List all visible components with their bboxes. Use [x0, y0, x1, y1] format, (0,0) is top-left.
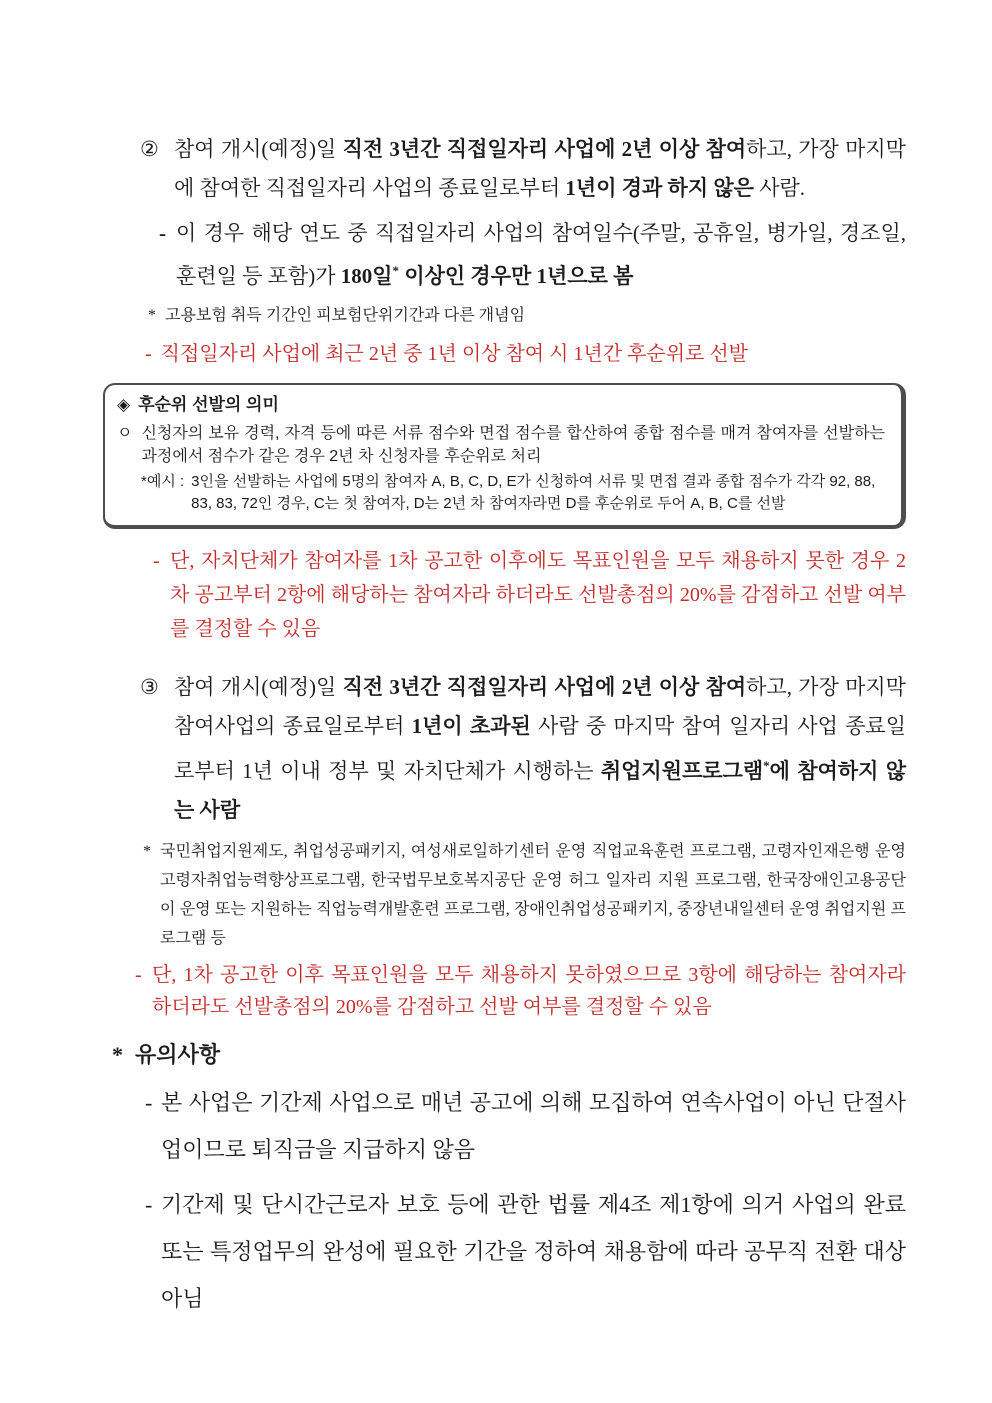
info-box-example [141, 471, 885, 515]
text-segment: 사람 중 마지막 참여 일자리 사업 종료일로부터 1년 이내 정부 및 자치단체가 시행하는 [174, 714, 907, 783]
clause-3-number: ③ [140, 675, 159, 699]
dash-bullet: - [145, 1192, 153, 1217]
text-segment: 참여 개시(예정)일 [174, 137, 343, 161]
clause-3-footnote [143, 837, 906, 953]
asterisk-marker: * [143, 843, 151, 860]
example-text: 3인을 선발하는 사업에 5명의 참여자 A, B, C, D, E가 신청하여 서류 및 면접 결과 종합 점수가 각각 92, 88, 83, 83, 72인 경우, C는 첫 참여자, D는 2년 차 참여자라면 D를 후순위로 두어 A, B, C를 선발 [191, 473, 876, 512]
text-segment: 직전 3년간 직접일자리 사업에 2년 이상 참여 [342, 137, 747, 161]
dash-bullet: - [145, 1090, 153, 1115]
clause-2-number: ② [140, 137, 159, 161]
circle-bullet: ㅇ [117, 425, 133, 442]
text-segment: 1년이 초과된 [411, 714, 531, 738]
text-segment: 하고, 가장 마지막 참여사업의 종료일로부터 [174, 675, 906, 738]
info-box-title: 후순위 선발의 의미 [138, 395, 279, 414]
priority-selection-info-box [103, 383, 906, 529]
asterisk-superscript: * [763, 758, 770, 773]
red-note-text: 직접일자리 사업에 최근 2년 중 1년 이상 참여 시 1년간 후순위로 선발 [160, 343, 748, 365]
dash-bullet: - [159, 221, 166, 245]
notes-header-text: 유의사항 [135, 1042, 221, 1067]
footnote-text: 고용보험 취득 기간인 피보험단위기간과 다른 개념임 [165, 307, 526, 324]
text-segment: 취업지원프로그램 [600, 759, 764, 783]
text-segment: 이 경우 해당 연도 중 직접일자리 사업의 참여일수(주말, 공휴일, 병가일, 경조일, 훈련일 등 포함)가 [176, 221, 906, 288]
asterisk-marker: * [112, 1042, 123, 1067]
note-item [145, 1181, 906, 1322]
red-note-text: 단, 1차 공고한 이후 목표인원을 모두 채용하지 못하였으므로 3항에 해당하는 참여자라 하더라도 선발총점의 20%를 감점하고 선발 여부를 결정할 수 있음 [152, 964, 906, 1018]
note-item-text: 본 사업은 기간제 사업으로 매년 공고에 의해 모집하여 연속사업이 아닌 단절사업이므로 퇴직금을 지급하지 않음 [161, 1090, 906, 1162]
info-box-title-row [117, 392, 885, 418]
asterisk-marker: * [148, 307, 156, 324]
text-segment: 직전 3년간 직접일자리 사업에 2년 이상 참여 [342, 675, 747, 699]
text-segment: 1년이 경과 하지 않은 [565, 176, 754, 200]
clause-2-red-note-1 [145, 339, 906, 369]
text-segment: 이상인 경우만 1년으로 봄 [399, 264, 634, 288]
text-segment: 참여 개시(예정)일 [174, 675, 343, 699]
clause-2-red-note-2 [153, 544, 906, 646]
note-item-text: 기간제 및 단시간근로자 보호 등에 관한 법률 제4조 제1항에 의거 사업의 완료 또는 특정업무의 완성에 필요한 기간을 정하여 채용함에 따라 공무직 전환 대상 아님 [161, 1192, 906, 1311]
clause-3-red-note [135, 959, 906, 1023]
clause-2-sub-item [159, 214, 906, 295]
footnote-text: 국민취업지원제도, 취업성공패키지, 여성새로일하기센터 운영 직업교육훈련 프로그램, 고령자인재은행 운영 고령자취업능력향상프로그램, 한국법무보호복지공단 운영 허그 일자리 지원 프로그램, 한국장애인고용공단이 운영 또는 지원하는 직업능력개발훈련 프로그램, 장애인취업성공패키지, 중장년내일센터 운영 취업지원 프로그램 등 [160, 843, 906, 947]
dash-bullet: - [145, 343, 152, 365]
note-item [145, 1079, 906, 1173]
text-segment: 에 참여하지 않는 사람 [174, 759, 906, 822]
clause-2-paragraph [140, 130, 906, 208]
example-label: *예시 : [141, 473, 185, 490]
text-segment: 사람. [753, 176, 806, 200]
clause-3-paragraph [140, 668, 906, 830]
text-segment: 하고, 가장 마지막에 참여한 직접일자리 사업의 종료일로부터 [174, 137, 906, 200]
red-note-text: 단, 자치단체가 참여자를 1차 공고한 이후에도 목표인원을 모두 채용하지 못한 경우 2차 공고부터 2항에 해당하는 참여자라 하더라도 선발총점의 20%를 감점하고 선발 여부를 결정할 수 있음 [170, 550, 906, 640]
asterisk-superscript: * [392, 263, 400, 278]
text-segment: 180일 [340, 264, 393, 288]
info-box-item-text: 신청자의 보유 경력, 자격 등에 따른 서류 점수와 면접 점수를 합산하여 종합 점수를 매겨 참여자를 선발하는 과정에서 점수가 같은 경우 2년 차 신청자를 후순위로 처리 [141, 425, 885, 465]
clause-2-footnote [148, 304, 906, 328]
notes-section-header [112, 1039, 906, 1071]
diamond-icon: ◈ [117, 395, 131, 414]
info-box-item [117, 422, 885, 468]
dash-bullet: - [153, 550, 160, 572]
dash-bullet: - [135, 964, 142, 986]
